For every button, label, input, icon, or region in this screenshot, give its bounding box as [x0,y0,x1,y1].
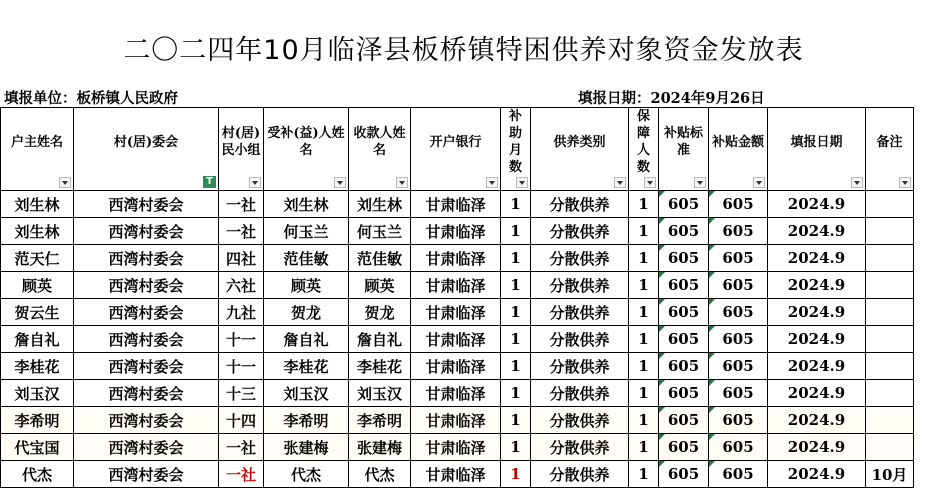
table-row [1,461,914,488]
cell-fill-date[interactable]: 2024.9 [768,461,866,488]
col-bank-header [411,108,501,191]
cell-village[interactable]: 西湾村委会 [74,407,219,434]
cell-beneficiary[interactable]: 贺龙 [264,299,349,326]
cell-amount[interactable] [709,407,768,434]
comment-marker-icon [659,218,665,224]
cell-payee[interactable]: 詹自礼 [349,326,411,353]
comment-marker-icon [709,434,715,440]
cell-payee[interactable]: 顾英 [349,272,411,299]
cell-village[interactable]: 西湾村委会 [74,434,219,461]
cell-months[interactable]: 1 [501,461,531,488]
col-note-header [866,108,914,191]
cell-group[interactable]: 九社 [219,299,264,326]
cell-persons[interactable]: 1 [629,326,659,353]
cell-group[interactable]: 一社 [219,461,264,488]
cell-bank[interactable]: 甘肃临泽 [411,245,501,272]
cell-value: 605 [667,330,700,348]
cell-note[interactable] [866,272,914,299]
table-row [1,299,914,326]
cell-bank[interactable]: 甘肃临泽 [411,380,501,407]
comment-marker-icon [709,407,715,413]
cell-category[interactable]: 分散供养 [531,434,629,461]
cell-fill-date[interactable]: 2024.9 [768,380,866,407]
cell-group[interactable]: 六社 [219,272,264,299]
cell-bank[interactable]: 甘肃临泽 [411,218,501,245]
cell-amount[interactable] [709,326,768,353]
cell-fill-date[interactable]: 2024.9 [768,299,866,326]
dropdown-arrow-icon[interactable] [753,177,765,188]
cell-group[interactable]: 一社 [219,434,264,461]
col-months-header-label: 补助月数 [508,109,522,175]
cell-value: 605 [667,465,700,483]
cell-amount[interactable] [709,218,768,245]
cell-persons[interactable]: 1 [629,299,659,326]
cell-amount[interactable] [709,272,768,299]
col-beneficiary-header [264,108,349,191]
fill-date-value: 2024年9月26日 [650,90,765,107]
cell-value: 605 [722,195,754,213]
cell-village[interactable]: 西湾村委会 [74,380,219,407]
cell-value: 605 [667,384,700,402]
cell-persons[interactable]: 1 [629,407,659,434]
fill-unit-label: 填报单位： [4,90,77,107]
cell-head-name[interactable]: 贺云生 [1,299,74,326]
cell-head-name[interactable]: 代宝国 [1,434,74,461]
comment-marker-icon [659,434,665,440]
table-row [1,407,914,434]
comment-marker-icon [709,380,715,386]
col-category-header [531,108,629,191]
dropdown-arrow-icon[interactable] [614,177,626,188]
cell-category[interactable]: 分散供养 [531,272,629,299]
table-row [1,191,914,218]
cell-note[interactable] [866,218,914,245]
cell-standard[interactable] [659,245,709,272]
comment-marker-icon [659,353,665,359]
col-payee-header-label: 收款人姓名 [353,126,406,158]
col-group-header [219,108,264,191]
cell-standard[interactable] [659,299,709,326]
cell-standard[interactable] [659,380,709,407]
cell-beneficiary[interactable]: 李希明 [264,407,349,434]
cell-payee[interactable]: 张建梅 [349,434,411,461]
cell-fill-date[interactable]: 2024.9 [768,326,866,353]
cell-head-name[interactable]: 顾英 [1,272,74,299]
cell-note[interactable] [866,380,914,407]
cell-value: 605 [667,411,700,429]
cell-village[interactable]: 西湾村委会 [74,191,219,218]
cell-payee[interactable]: 贺龙 [349,299,411,326]
cell-fill-date[interactable]: 2024.9 [768,272,866,299]
comment-marker-icon [709,245,715,251]
cell-village[interactable]: 西湾村委会 [74,272,219,299]
cell-value: 605 [722,249,754,267]
cell-note[interactable] [866,326,914,353]
cell-group[interactable]: 十一 [219,353,264,380]
fill-date [578,87,765,108]
cell-months[interactable]: 1 [501,272,531,299]
col-standard-header [659,108,709,191]
cell-amount[interactable] [709,353,768,380]
cell-head-name[interactable]: 刘玉汉 [1,380,74,407]
cell-standard[interactable] [659,353,709,380]
cell-value: 605 [722,438,754,456]
comment-marker-icon [659,299,665,305]
cell-months[interactable]: 1 [501,299,531,326]
sheet-title: 二〇二四年10月临泽县板桥镇特困供养对象资金发放表 [123,35,804,66]
comment-marker-icon [659,272,665,278]
comment-marker-icon [659,407,665,413]
cell-payee[interactable]: 代杰 [349,461,411,488]
cell-beneficiary[interactable]: 代杰 [264,461,349,488]
comment-marker-icon [709,353,715,359]
col-village-header [74,108,219,191]
cell-value: 605 [667,438,700,456]
dropdown-arrow-icon[interactable] [59,177,71,188]
cell-months[interactable]: 1 [501,407,531,434]
header-row [1,108,914,191]
cell-payee[interactable]: 刘生林 [349,191,411,218]
cell-months[interactable]: 1 [501,380,531,407]
comment-marker-icon [709,272,715,278]
cell-value: 605 [722,465,754,483]
cell-note[interactable] [866,434,914,461]
dropdown-arrow-icon[interactable] [851,177,863,188]
cell-group[interactable]: 十三 [219,380,264,407]
cell-beneficiary[interactable]: 范佳敏 [264,245,349,272]
col-group-header-label: 村(居)民小组 [221,126,261,158]
table-row [1,434,914,461]
cell-category[interactable]: 分散供养 [531,218,629,245]
cell-value: 605 [722,411,754,429]
comment-marker-icon [659,326,665,332]
cell-value: 605 [667,303,700,321]
cell-category[interactable]: 分散供养 [531,245,629,272]
cell-persons[interactable]: 1 [629,434,659,461]
cell-village[interactable]: 西湾村委会 [74,218,219,245]
col-standard-header-label: 补贴标准 [663,126,703,158]
cell-standard[interactable] [659,191,709,218]
table-row [1,218,914,245]
cell-fill-date[interactable]: 2024.9 [768,407,866,434]
cell-standard[interactable] [659,434,709,461]
cell-bank[interactable]: 甘肃临泽 [411,272,501,299]
cell-village[interactable]: 西湾村委会 [74,353,219,380]
table-row [1,326,914,353]
cell-beneficiary[interactable]: 顾英 [264,272,349,299]
cell-value: 605 [722,222,754,240]
cell-fill-date[interactable]: 2024.9 [768,353,866,380]
cell-beneficiary[interactable]: 何玉兰 [264,218,349,245]
col-fill-date-header-label: 填报日期 [790,134,843,150]
filter-active-icon[interactable]: T [203,176,216,188]
col-persons-header-label: 保障人数 [636,109,650,175]
cell-months[interactable]: 1 [501,326,531,353]
cell-payee[interactable]: 何玉兰 [349,218,411,245]
cell-value: 605 [667,222,700,240]
cell-amount[interactable] [709,434,768,461]
cell-value: 605 [667,249,700,267]
cell-beneficiary[interactable]: 张建梅 [264,434,349,461]
funds-table [0,107,914,488]
cell-amount[interactable] [709,380,768,407]
cell-group[interactable]: 四社 [219,245,264,272]
dropdown-arrow-icon[interactable] [396,177,408,188]
cell-fill-date[interactable]: 2024.9 [768,245,866,272]
table-row [1,353,914,380]
cell-note[interactable] [866,407,914,434]
dropdown-arrow-icon[interactable] [516,177,528,188]
cell-months[interactable]: 1 [501,191,531,218]
cell-persons[interactable]: 1 [629,380,659,407]
col-bank-header-label: 开户银行 [429,134,482,150]
cell-payee[interactable]: 刘玉汉 [349,380,411,407]
col-category-header-label: 供养类别 [553,134,606,150]
dropdown-arrow-icon[interactable] [486,177,498,188]
col-amount-header-label: 补贴金额 [711,134,764,150]
cell-category[interactable]: 分散供养 [531,299,629,326]
cell-category[interactable]: 分散供养 [531,380,629,407]
cell-standard[interactable] [659,272,709,299]
cell-note[interactable] [866,299,914,326]
cell-value: 605 [722,303,754,321]
dropdown-arrow-icon[interactable] [694,177,706,188]
table-row [1,245,914,272]
comment-marker-icon [659,461,665,467]
cell-group[interactable]: 一社 [219,191,264,218]
cell-persons[interactable]: 1 [629,461,659,488]
cell-payee[interactable]: 李桂花 [349,353,411,380]
cell-head-name[interactable]: 刘生林 [1,191,74,218]
cell-head-name[interactable]: 李桂花 [1,353,74,380]
cell-payee[interactable]: 李希明 [349,407,411,434]
cell-beneficiary[interactable]: 詹自礼 [264,326,349,353]
cell-village[interactable]: 西湾村委会 [74,299,219,326]
cell-standard[interactable] [659,218,709,245]
cell-bank[interactable]: 甘肃临泽 [411,299,501,326]
cell-value: 605 [667,195,700,213]
dropdown-arrow-icon[interactable] [899,177,911,188]
cell-bank[interactable]: 甘肃临泽 [411,353,501,380]
cell-group[interactable]: 一社 [219,218,264,245]
cell-standard[interactable] [659,407,709,434]
cell-group[interactable]: 十四 [219,407,264,434]
comment-marker-icon [709,326,715,332]
col-amount-header [709,108,768,191]
cell-village[interactable]: 西湾村委会 [74,461,219,488]
col-persons-header [629,108,659,191]
dropdown-arrow-icon[interactable] [334,177,346,188]
comment-marker-icon [709,461,715,467]
comment-marker-icon [659,380,665,386]
cell-head-name[interactable]: 刘生林 [1,218,74,245]
cell-amount[interactable] [709,245,768,272]
cell-amount[interactable] [709,299,768,326]
cell-standard[interactable] [659,461,709,488]
col-payee-header [349,108,411,191]
cell-value: 605 [722,276,754,294]
cell-fill-date[interactable]: 2024.9 [768,191,866,218]
comment-marker-icon [709,218,715,224]
cell-beneficiary[interactable]: 李桂花 [264,353,349,380]
col-note-header-label: 备注 [876,134,903,150]
dropdown-arrow-icon[interactable] [249,177,261,188]
cell-category[interactable]: 分散供养 [531,353,629,380]
col-village-header-label: 村(居)委会 [113,134,179,150]
fill-unit-value: 板桥镇人民政府 [76,90,178,107]
cell-beneficiary[interactable]: 刘生林 [264,191,349,218]
cell-standard[interactable] [659,326,709,353]
cell-months[interactable]: 1 [501,353,531,380]
cell-bank[interactable]: 甘肃临泽 [411,191,501,218]
cell-beneficiary[interactable]: 刘玉汉 [264,380,349,407]
cell-months[interactable]: 1 [501,434,531,461]
cell-head-name[interactable]: 范天仁 [1,245,74,272]
cell-village[interactable]: 西湾村委会 [74,245,219,272]
comment-marker-icon [709,191,715,197]
col-head-name-header [1,108,74,191]
cell-note[interactable]: 10月 [866,461,914,488]
cell-note[interactable] [866,245,914,272]
table-row [1,272,914,299]
col-beneficiary-header-label: 受补(益)人姓名 [267,126,345,158]
cell-persons[interactable]: 1 [629,191,659,218]
cell-bank[interactable]: 甘肃临泽 [411,326,501,353]
cell-months[interactable]: 1 [501,245,531,272]
cell-category[interactable]: 分散供养 [531,407,629,434]
col-months-header [501,108,531,191]
cell-bank[interactable]: 甘肃临泽 [411,407,501,434]
fill-unit [4,87,178,108]
cell-fill-date[interactable]: 2024.9 [768,218,866,245]
cell-fill-date[interactable]: 2024.9 [768,434,866,461]
cell-category[interactable]: 分散供养 [531,326,629,353]
cell-persons[interactable]: 1 [629,353,659,380]
table-row [1,380,914,407]
cell-amount[interactable] [709,191,768,218]
cell-village[interactable]: 西湾村委会 [74,326,219,353]
cell-head-name[interactable]: 李希明 [1,407,74,434]
cell-value: 605 [722,330,754,348]
col-head-name-header-label: 户主姓名 [10,134,63,150]
cell-payee[interactable]: 范佳敏 [349,245,411,272]
cell-category[interactable]: 分散供养 [531,191,629,218]
cell-value: 605 [667,276,700,294]
cell-head-name[interactable]: 詹自礼 [1,326,74,353]
col-fill-date-header [768,108,866,191]
comment-marker-icon [659,245,665,251]
cell-head-name[interactable]: 代杰 [1,461,74,488]
cell-category[interactable]: 分散供养 [531,461,629,488]
cell-bank[interactable]: 甘肃临泽 [411,434,501,461]
cell-value: 605 [722,357,754,375]
cell-note[interactable] [866,191,914,218]
cell-note[interactable] [866,353,914,380]
cell-persons[interactable]: 1 [629,245,659,272]
cell-persons[interactable]: 1 [629,272,659,299]
cell-bank[interactable]: 甘肃临泽 [411,461,501,488]
cell-persons[interactable]: 1 [629,218,659,245]
comment-marker-icon [659,191,665,197]
cell-group[interactable]: 十一 [219,326,264,353]
fill-date-label: 填报日期： [578,90,651,107]
cell-amount[interactable] [709,461,768,488]
cell-value: 605 [722,384,754,402]
cell-months[interactable]: 1 [501,218,531,245]
cell-value: 605 [667,357,700,375]
comment-marker-icon [709,299,715,305]
table-body [1,191,914,488]
dropdown-arrow-icon[interactable] [644,177,656,188]
